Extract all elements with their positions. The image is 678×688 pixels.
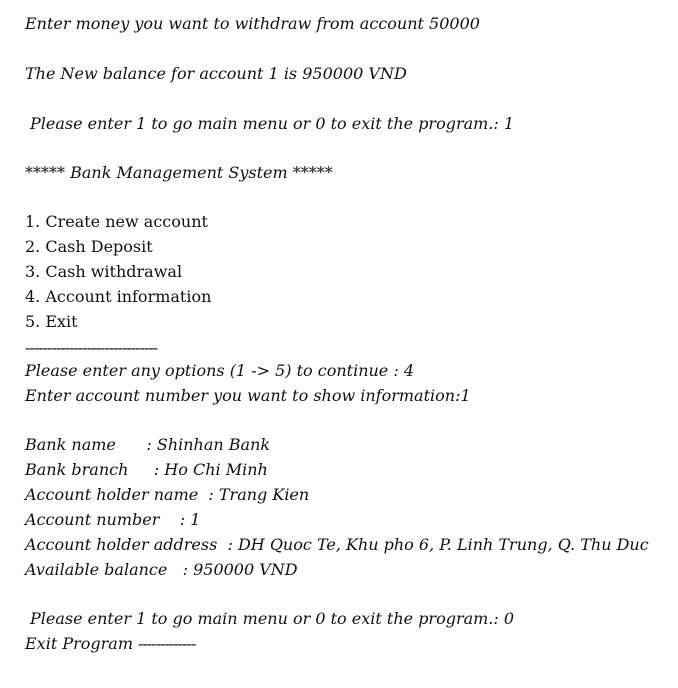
account-number-prompt-line: Enter account number you want to show information:1: [25, 386, 471, 405]
return-prompt-line: Please enter 1 to go main menu or 0 to exit the program.: 1: [30, 114, 515, 133]
exit-program-dashes: -------------: [138, 634, 196, 653]
available-balance-line: Available balance : 950000 VND: [25, 560, 298, 579]
options-prompt-line: Please enter any options (1 -> 5) to continue : 4: [25, 361, 415, 380]
account-holder-address-line: Account holder address : DH Quoc Te, Khu pho 6, P. Linh Trung, Q. Thu Duc: [25, 535, 649, 554]
menu-item-exit: 5. Exit: [25, 312, 78, 331]
new-balance-line: The New balance for account 1 is 950000 VND: [25, 64, 407, 83]
menu-item-create-account: 1. Create new account: [25, 212, 208, 231]
menu-item-cash-deposit: 2. Cash Deposit: [25, 237, 153, 256]
account-holder-name-line: Account holder name : Trang Kien: [25, 485, 310, 504]
exit-program-line: [25, 634, 195, 654]
exit-prompt-line: Please enter 1 to go main menu or 0 to exit the program.: 0: [30, 609, 515, 628]
menu-separator: ------------------------------: [25, 338, 158, 357]
withdraw-prompt-line: Enter money you want to withdraw from account 50000: [25, 14, 480, 33]
bank-branch-line: Bank branch : Ho Chi Minh: [25, 460, 268, 479]
account-number-line: Account number : 1: [25, 510, 201, 529]
bank-name-line: Bank name : Shinhan Bank: [25, 435, 271, 454]
exit-program-text: Exit Program: [25, 634, 139, 653]
menu-item-account-information: 4. Account information: [25, 287, 212, 306]
menu-title: ***** Bank Management System *****: [25, 163, 333, 182]
menu-item-cash-withdrawal: 3. Cash withdrawal: [25, 262, 183, 281]
